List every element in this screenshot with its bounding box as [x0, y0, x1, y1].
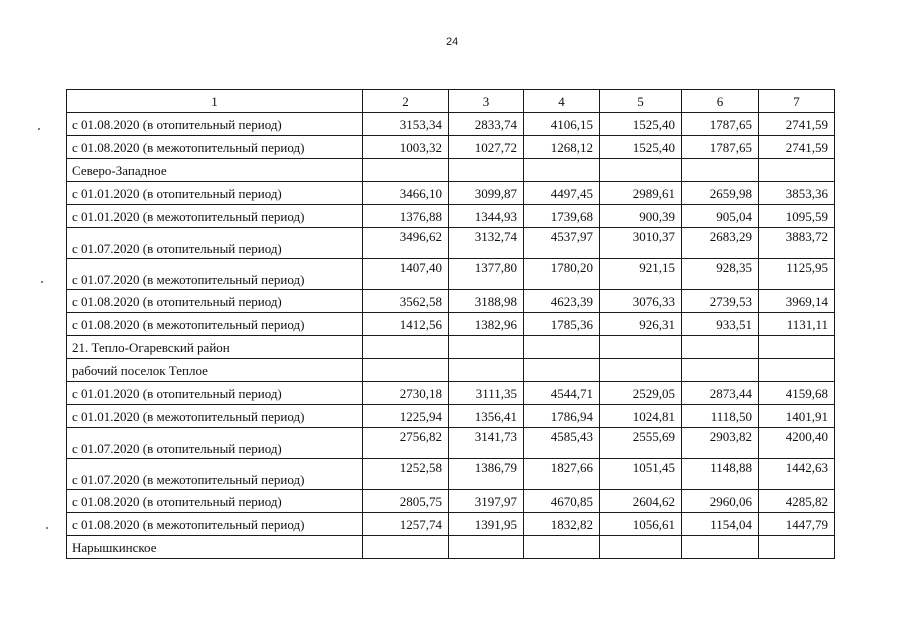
- cell-col-6: 1118,50: [682, 405, 759, 428]
- cell-col-6: 2873,44: [682, 382, 759, 405]
- table-row: [67, 490, 835, 513]
- cell-col-6: 928,35: [682, 259, 759, 290]
- row-label: с 01.08.2020 (в межотопительный период): [67, 513, 363, 536]
- column-header-1: 1: [67, 90, 363, 113]
- row-label: Северо-Западное: [67, 159, 363, 182]
- cell-col-6: 1154,04: [682, 513, 759, 536]
- cell-col-4: 4670,85: [524, 490, 600, 513]
- cell-col-4: 4544,71: [524, 382, 600, 405]
- table-row: [67, 182, 835, 205]
- cell-col-2: [363, 159, 449, 182]
- cell-col-3: 1027,72: [449, 136, 524, 159]
- cell-col-6: 2659,98: [682, 182, 759, 205]
- cell-col-3: 2833,74: [449, 113, 524, 136]
- table-row: [67, 428, 835, 459]
- cell-col-7: [759, 159, 835, 182]
- cell-col-5: [600, 159, 682, 182]
- cell-col-2: [363, 336, 449, 359]
- cell-col-5: 2555,69: [600, 428, 682, 459]
- cell-col-2: 1225,94: [363, 405, 449, 428]
- cell-col-4: [524, 159, 600, 182]
- cell-col-6: 2960,06: [682, 490, 759, 513]
- cell-col-7: 1125,95: [759, 259, 835, 290]
- cell-col-7: [759, 336, 835, 359]
- tariff-table: [66, 89, 835, 559]
- cell-col-5: 2604,62: [600, 490, 682, 513]
- cell-col-2: 1252,58: [363, 459, 449, 490]
- cell-col-4: 1832,82: [524, 513, 600, 536]
- table-row: [67, 513, 835, 536]
- row-label: с 01.07.2020 (в отопительный период): [67, 228, 363, 259]
- cell-col-7: 2741,59: [759, 113, 835, 136]
- cell-col-2: [363, 536, 449, 559]
- cell-col-2: 3153,34: [363, 113, 449, 136]
- cell-col-7: 3853,36: [759, 182, 835, 205]
- cell-col-7: 1131,11: [759, 313, 835, 336]
- table-row: [67, 228, 835, 259]
- cell-col-3: [449, 536, 524, 559]
- cell-col-7: 4200,40: [759, 428, 835, 459]
- cell-col-2: 1003,32: [363, 136, 449, 159]
- row-label: с 01.07.2020 (в межотопительный период): [67, 459, 363, 490]
- cell-col-7: [759, 359, 835, 382]
- table-row: [67, 113, 835, 136]
- cell-col-7: 3883,72: [759, 228, 835, 259]
- cell-col-2: 3466,10: [363, 182, 449, 205]
- table-header-row: [67, 90, 835, 113]
- row-label: с 01.01.2020 (в межотопительный период): [67, 205, 363, 228]
- cell-col-3: 1356,41: [449, 405, 524, 428]
- cell-col-5: [600, 536, 682, 559]
- cell-col-7: 4159,68: [759, 382, 835, 405]
- row-label: с 01.08.2020 (в межотопительный период): [67, 136, 363, 159]
- cell-col-4: 1268,12: [524, 136, 600, 159]
- cell-col-4: 1785,36: [524, 313, 600, 336]
- cell-col-3: 1377,80: [449, 259, 524, 290]
- cell-col-4: 1827,66: [524, 459, 600, 490]
- cell-col-3: 1391,95: [449, 513, 524, 536]
- column-header-3: 3: [449, 90, 524, 113]
- page-number: 24: [446, 36, 459, 48]
- cell-col-7: 4285,82: [759, 490, 835, 513]
- cell-col-2: 1257,74: [363, 513, 449, 536]
- column-header-6: 6: [682, 90, 759, 113]
- cell-col-6: 2683,29: [682, 228, 759, 259]
- table-row: [67, 405, 835, 428]
- cell-col-7: 1442,63: [759, 459, 835, 490]
- cell-col-5: [600, 336, 682, 359]
- column-header-5: 5: [600, 90, 682, 113]
- cell-col-4: [524, 536, 600, 559]
- row-label: с 01.01.2020 (в отопительный период): [67, 382, 363, 405]
- cell-col-5: 3076,33: [600, 290, 682, 313]
- cell-col-2: 2730,18: [363, 382, 449, 405]
- cell-col-7: 1447,79: [759, 513, 835, 536]
- cell-col-6: 1148,88: [682, 459, 759, 490]
- table-row: [67, 259, 835, 290]
- cell-col-2: 3562,58: [363, 290, 449, 313]
- cell-col-2: 3496,62: [363, 228, 449, 259]
- table-row: [67, 136, 835, 159]
- cell-col-3: 3111,35: [449, 382, 524, 405]
- row-label: с 01.07.2020 (в отопительный период): [67, 428, 363, 459]
- table-row: [67, 382, 835, 405]
- cell-col-5: 3010,37: [600, 228, 682, 259]
- column-header-4: 4: [524, 90, 600, 113]
- cell-col-5: 921,15: [600, 259, 682, 290]
- column-header-2: 2: [363, 90, 449, 113]
- cell-col-2: 1376,88: [363, 205, 449, 228]
- row-label: 21. Тепло-Огаревский район: [67, 336, 363, 359]
- cell-col-6: [682, 336, 759, 359]
- row-label: с 01.08.2020 (в отопительный период): [67, 290, 363, 313]
- table-row: [67, 359, 835, 382]
- cell-col-6: 933,51: [682, 313, 759, 336]
- row-label: с 01.01.2020 (в отопительный период): [67, 182, 363, 205]
- row-label: с 01.01.2020 (в межотопительный период): [67, 405, 363, 428]
- cell-col-3: 3197,97: [449, 490, 524, 513]
- row-label: с 01.08.2020 (в отопительный период): [67, 490, 363, 513]
- cell-col-2: 1407,40: [363, 259, 449, 290]
- cell-col-2: [363, 359, 449, 382]
- row-label: с 01.08.2020 (в отопительный период): [67, 113, 363, 136]
- cell-col-6: 2903,82: [682, 428, 759, 459]
- table-row: [67, 536, 835, 559]
- cell-col-6: [682, 359, 759, 382]
- cell-col-7: [759, 536, 835, 559]
- table-row: [67, 290, 835, 313]
- cell-col-4: 1780,20: [524, 259, 600, 290]
- cell-col-5: [600, 359, 682, 382]
- cell-col-5: 1056,61: [600, 513, 682, 536]
- cell-col-5: 1525,40: [600, 113, 682, 136]
- table-body: [67, 90, 835, 559]
- cell-col-7: 1401,91: [759, 405, 835, 428]
- cell-col-3: 1382,96: [449, 313, 524, 336]
- cell-col-5: 2529,05: [600, 382, 682, 405]
- cell-col-3: 3188,98: [449, 290, 524, 313]
- cell-col-4: 4623,39: [524, 290, 600, 313]
- cell-col-6: 1787,65: [682, 113, 759, 136]
- cell-col-3: [449, 359, 524, 382]
- scan-speck: [41, 281, 43, 283]
- cell-col-3: [449, 336, 524, 359]
- cell-col-7: 1095,59: [759, 205, 835, 228]
- cell-col-3: [449, 159, 524, 182]
- cell-col-6: 905,04: [682, 205, 759, 228]
- table-row: [67, 159, 835, 182]
- cell-col-4: 4106,15: [524, 113, 600, 136]
- cell-col-4: [524, 359, 600, 382]
- cell-col-4: 1786,94: [524, 405, 600, 428]
- cell-col-5: 2989,61: [600, 182, 682, 205]
- cell-col-2: 2805,75: [363, 490, 449, 513]
- cell-col-5: 1024,81: [600, 405, 682, 428]
- column-header-7: 7: [759, 90, 835, 113]
- cell-col-4: 1739,68: [524, 205, 600, 228]
- cell-col-4: 4537,97: [524, 228, 600, 259]
- cell-col-3: 3099,87: [449, 182, 524, 205]
- cell-col-7: 3969,14: [759, 290, 835, 313]
- cell-col-3: 3132,74: [449, 228, 524, 259]
- row-label: рабочий поселок Теплое: [67, 359, 363, 382]
- table-row: [67, 313, 835, 336]
- cell-col-5: 900,39: [600, 205, 682, 228]
- row-label: с 01.08.2020 (в межотопительный период): [67, 313, 363, 336]
- cell-col-5: 926,31: [600, 313, 682, 336]
- cell-col-3: 1386,79: [449, 459, 524, 490]
- row-label: Нарышкинское: [67, 536, 363, 559]
- table-row: [67, 205, 835, 228]
- cell-col-7: 2741,59: [759, 136, 835, 159]
- cell-col-5: 1525,40: [600, 136, 682, 159]
- cell-col-4: [524, 336, 600, 359]
- cell-col-6: 1787,65: [682, 136, 759, 159]
- cell-col-6: [682, 159, 759, 182]
- cell-col-5: 1051,45: [600, 459, 682, 490]
- scan-speck: [38, 128, 40, 130]
- table-row: [67, 336, 835, 359]
- table-row: [67, 459, 835, 490]
- cell-col-6: [682, 536, 759, 559]
- cell-col-3: 1344,93: [449, 205, 524, 228]
- cell-col-4: 4585,43: [524, 428, 600, 459]
- cell-col-6: 2739,53: [682, 290, 759, 313]
- cell-col-3: 3141,73: [449, 428, 524, 459]
- cell-col-4: 4497,45: [524, 182, 600, 205]
- row-label: с 01.07.2020 (в межотопительный период): [67, 259, 363, 290]
- scan-speck: [46, 527, 48, 529]
- cell-col-2: 1412,56: [363, 313, 449, 336]
- cell-col-2: 2756,82: [363, 428, 449, 459]
